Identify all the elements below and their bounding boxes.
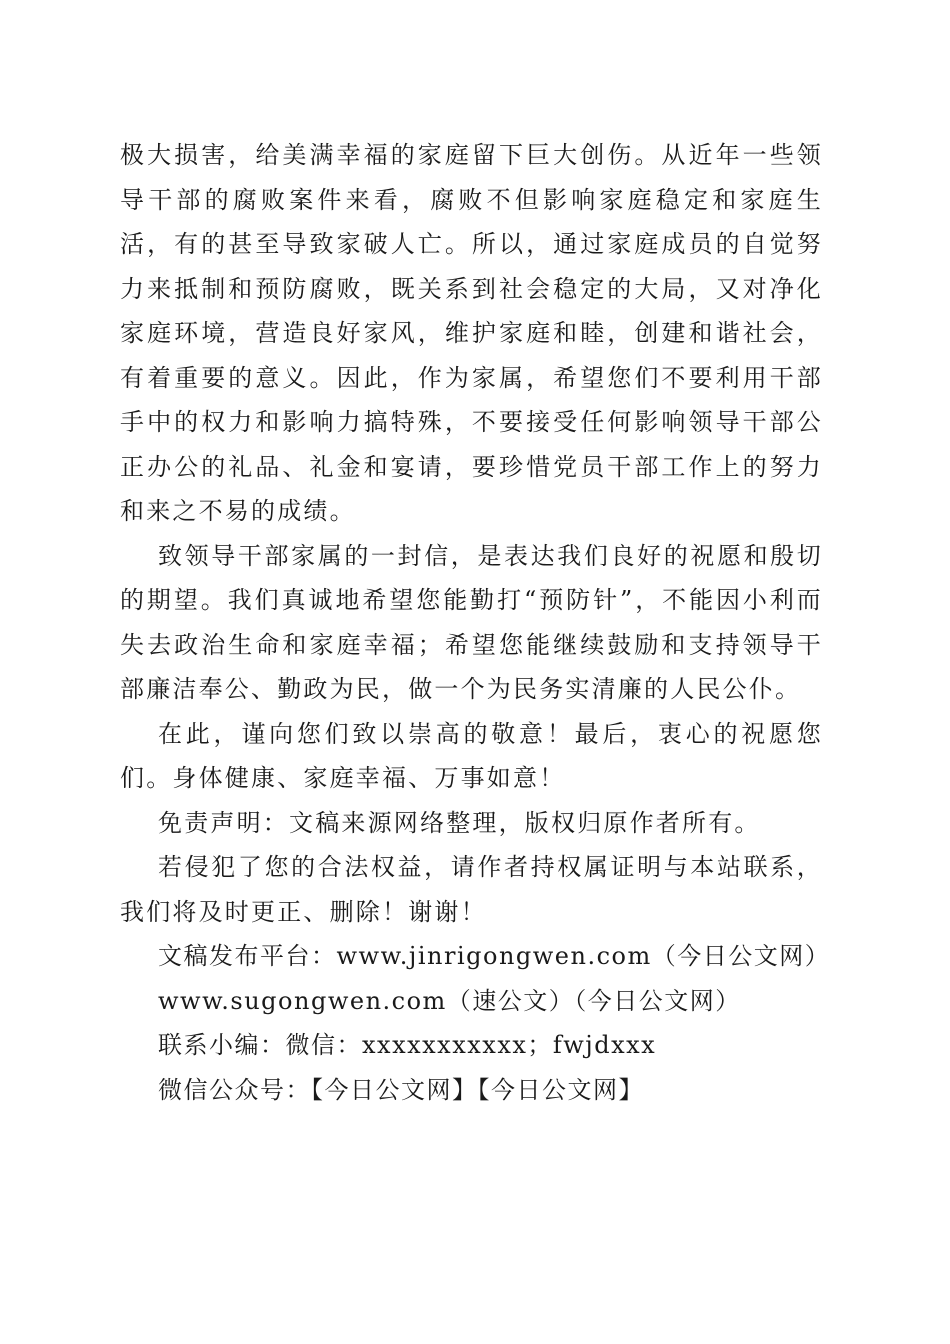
footer-contact: 联系小编：微信：xxxxxxxxxxx；fwjdxxx <box>158 1031 657 1059</box>
footer-wechat-account: 微信公众号：【今日公文网】【今日公文网】 <box>158 1075 644 1104</box>
paragraph-infringement-notice: 若侵犯了您的合法权益，请作者持权属证明与本站联系，我们将及时更正、删除！谢谢！ <box>120 853 823 926</box>
paragraph-disclaimer: 免责声明：文稿来源网络整理，版权归原作者所有。 <box>158 808 761 837</box>
footer-publish-platform: 文稿发布平台：www.jinrigongwen.com（今日公文网） <box>158 942 831 970</box>
footer-site-url: www.sugongwen.com（速公文）（今日公文网） <box>158 986 741 1015</box>
paragraph-closing-wishes: 在此，谨向您们致以崇高的敬意！最后，衷心的祝愿您们。身体健康、家庭幸福、万事如意！ <box>120 719 823 792</box>
paragraph-continuation: 极大损害，给美满幸福的家庭留下巨大创伤。从近年一些领导干部的腐败案件来看，腐败不但影响家庭稳定和家庭生活，有的甚至导致家破人亡。所以，通过家庭成员的自觉努力来抵制和预防腐败，既关系到社会稳定的大局，又对净化家庭环境，营造良好家风，维护家庭和睦，创建和谐社会，有着重要的意义。因此，作为家属，希望您们不要利用干部手中的权力和影响力搞特殊，不要接受任何影响领导干部公正办公的礼品、礼金和宴请，要珍惜党员干部工作上的努力和来之不易的成绩。 <box>120 141 823 525</box>
document-body <box>120 133 831 1112</box>
paragraph-letter-purpose: 致领导干部家属的一封信，是表达我们良好的祝愿和殷切的期望。我们真诚地希望您能勤打“预防针”，不能因小利而失去政治生命和家庭幸福；希望您能继续鼓励和支持领导干部廉洁奉公、勤政为民，做一个为民务实清廉的人民公仆。 <box>120 541 823 703</box>
